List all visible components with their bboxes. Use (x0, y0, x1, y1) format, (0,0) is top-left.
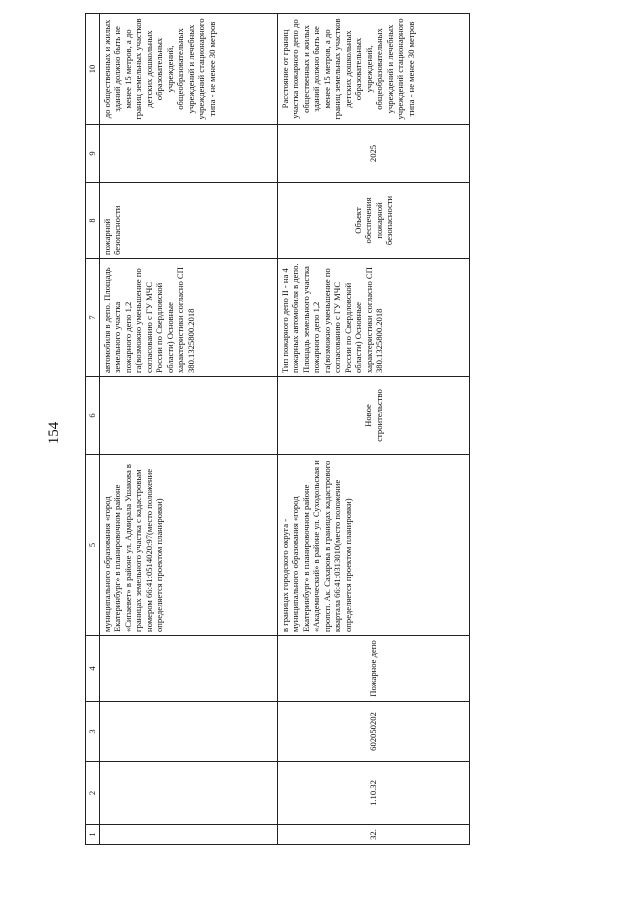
header-cell-9: 9 (86, 125, 100, 183)
object-name-cell (100, 636, 278, 702)
object-name-cell: Пожарное депо (278, 636, 470, 702)
header-cell-7: 7 (86, 259, 100, 377)
code-cell (100, 762, 278, 825)
characteristics-cell: автомобиля в депо. Площадь земельного участка пожарного депо 1,2 га(возможно уменьшение по согласованию с ГУ МЧС России по Свердловской области) Основные характеристики согласно СП 380.1325800.2018 (100, 259, 278, 377)
code-cell: 1.10.32 (278, 762, 470, 825)
header-cell-2: 2 (86, 762, 100, 825)
header-cell-3: 3 (86, 702, 100, 762)
planning-table (85, 13, 470, 845)
location-cell: муниципального образования «город Екатеринбург» в планировочном районе «Сипаевет» в районе ул. Адмирала Ушакова в границах земельного участка с кадастровым номером 66:41:0514020:97(место положение определяется проектом планировки) (100, 455, 278, 636)
zone-cell: Расстояние от границ участка пожарного депо до общественных и жилых зданий должно быть не менее 15 метров, а до границ земельных участков детских дошкольных образовательных учреждений, общеобразовательных учреждений и лечебных учреждений стационарного типа - не менее 30 метров (278, 14, 470, 125)
purpose-cell: пожарной безопасности (100, 183, 278, 259)
characteristics-cell: Тип пожарного депо II - на 4 пожарных автомобиля в депо. Площадь земельного участка пожарного депо 1,2 га(возможно уменьшение по согласованию с ГУ МЧС России по Свердловской области) Основные характеристики согласно СП 380.1325800.2018 (278, 259, 470, 377)
row-number-cell: 32. (278, 825, 470, 845)
header-cell-8: 8 (86, 183, 100, 259)
table-row (100, 14, 278, 845)
header-cell-6: 6 (86, 377, 100, 455)
row-number-cell (100, 825, 278, 845)
status-cell: Новое строительство (278, 377, 470, 455)
header-cell-1: 1 (86, 825, 100, 845)
header-cell-4: 4 (86, 636, 100, 702)
registry-code-cell (100, 702, 278, 762)
year-cell (100, 125, 278, 183)
page-number: 154 (46, 421, 62, 445)
year-cell: 2025 (278, 125, 470, 183)
location-cell: в границах городского округа - муниципального образования «город Екатеринбург» в планировочном районе «Академический» в районе ул. Суходольская и пропсп. Ак. Сахарова в границах кадастрового квартала 66:41:0313010(место положение определяется проектом планировки) (278, 455, 470, 636)
rotated-table-container (85, 14, 470, 845)
header-cell-10: 10 (86, 14, 100, 125)
registry-code-cell: 602050202 (278, 702, 470, 762)
status-cell (100, 377, 278, 455)
header-cell-5: 5 (86, 455, 100, 636)
table-row (278, 14, 470, 845)
header-row (86, 14, 100, 845)
purpose-cell: Объект обеспечения пожарной безопасности (278, 183, 470, 259)
zone-cell: до общественных и жилых зданий должно быть не менее 15 метров, а до границ земельных участков детских дошкольных образовательных учреждений, общеобразовательных учреждений и лечебных учреждений стационарного типа - не менее 30 метров (100, 14, 278, 125)
